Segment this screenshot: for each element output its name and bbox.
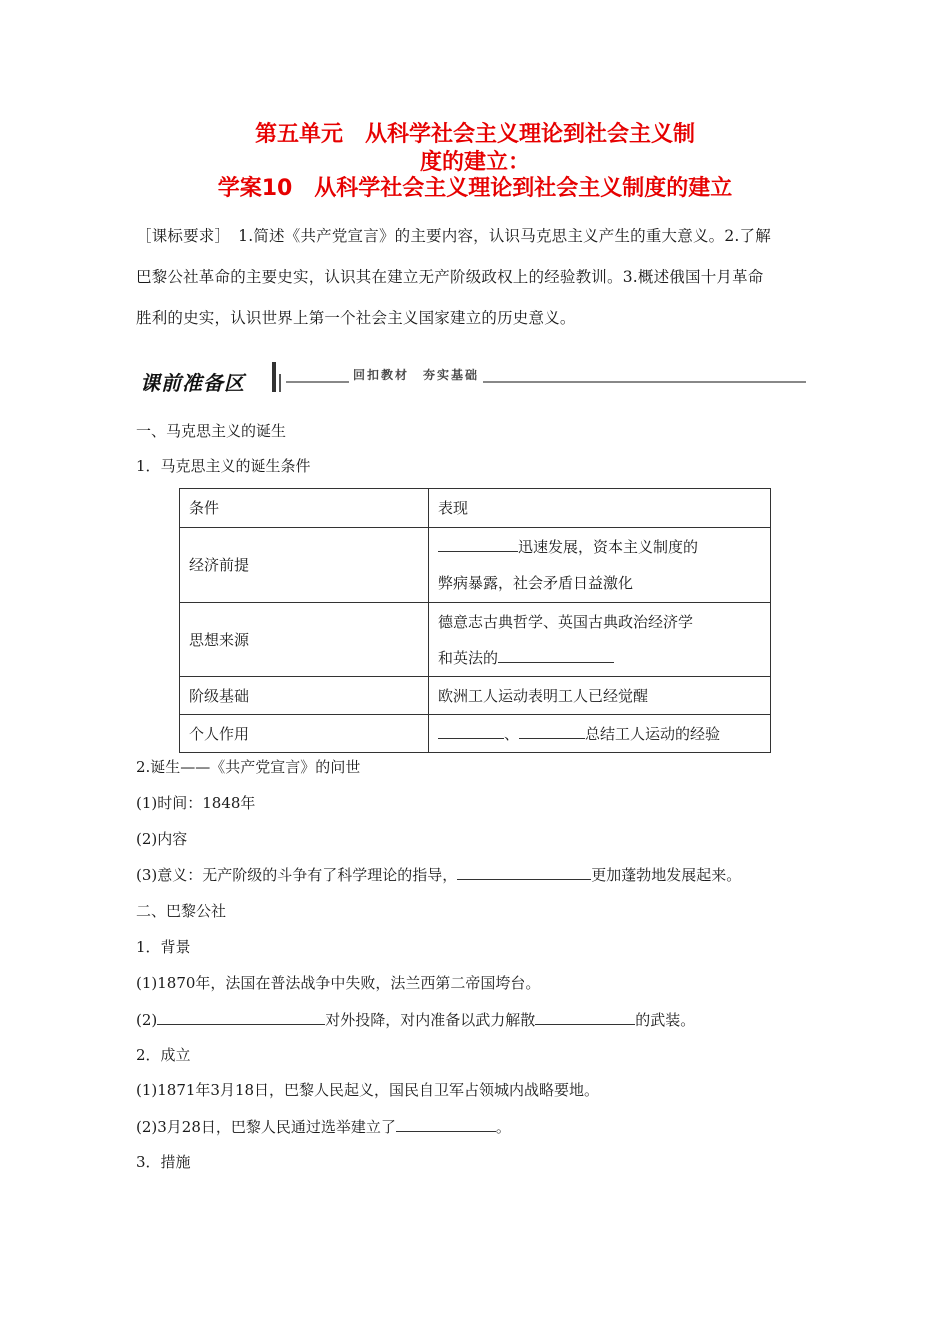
- banner-title: 课前准备区: [140, 371, 245, 395]
- fill-blank[interactable]: [438, 723, 504, 739]
- fill-blank[interactable]: [438, 536, 518, 552]
- section2-heading: 二、巴黎公社: [136, 902, 227, 920]
- requirements-line2: 巴黎公社革命的主要史实，认识其在建立无产阶级政权上的经验教训。3.概述俄国十月革命: [136, 268, 764, 286]
- fill-blank[interactable]: [498, 647, 614, 663]
- line-text: 。: [495, 1118, 511, 1136]
- fill-blank[interactable]: [157, 1009, 325, 1025]
- banner-divider-small: [279, 374, 281, 392]
- banner-subtitle: 回扣教材 夯实基础: [349, 366, 483, 383]
- line-text: (3)意义：无产阶级的斗争有了科学理论的指导，: [136, 866, 458, 884]
- row-text: 、: [504, 725, 520, 743]
- row-label-class: 阶级基础: [180, 677, 429, 715]
- section1-sub2: 2.诞生——《共产党宣言》的问世: [136, 758, 361, 776]
- row-text: 和英法的: [438, 648, 499, 667]
- table-row: [180, 528, 771, 603]
- section2-sub2-1: (1)1871年3月18日，巴黎人民起义，国民自卫军占领城内战略要地。: [136, 1081, 600, 1099]
- fill-blank[interactable]: [535, 1009, 635, 1025]
- section2-sub1-2: [136, 1009, 695, 1030]
- conditions-table: [179, 488, 771, 753]
- page-title-line3: 学案10 从科学社会主义理论到社会主义制度的建立: [217, 176, 733, 201]
- row-label-economic: 经济前提: [180, 528, 429, 603]
- fill-blank[interactable]: [396, 1116, 496, 1132]
- row-text: 总结工人运动的经验: [585, 725, 721, 743]
- section1-sub2-2: (2)内容: [136, 830, 188, 848]
- line-text: 更加蓬勃地发展起来。: [591, 866, 742, 884]
- row-label-individual: 个人作用: [180, 715, 429, 753]
- table-header-performance: 表现: [429, 489, 771, 528]
- row-value-ideological: [429, 603, 771, 677]
- section-banner: [136, 360, 808, 396]
- row-label-ideological: 思想来源: [180, 603, 429, 677]
- section1-sub1: 1．马克思主义的诞生条件: [136, 457, 311, 475]
- fill-blank[interactable]: [519, 723, 585, 739]
- requirements-line1: ［课标要求］ 1.简述《共产党宣言》的主要内容，认识马克思主义产生的重大意义。2.了解: [136, 227, 771, 245]
- banner-divider: [272, 362, 276, 392]
- table-row: [180, 489, 771, 528]
- row-value-economic: [429, 528, 771, 603]
- section2-sub1-1: (1)1870年，法国在普法战争中失败，法兰西第二帝国垮台。: [136, 974, 541, 992]
- table-row: [180, 603, 771, 677]
- fill-blank[interactable]: [457, 864, 591, 880]
- page-title-line2: 度的建立：: [419, 150, 530, 175]
- row-text: 弊病暴露，社会矛盾日益激化: [438, 574, 634, 592]
- requirements-line3: 胜利的史实，认识世界上第一个社会主义国家建立的历史意义。: [136, 309, 576, 327]
- table-row: [180, 677, 771, 715]
- section1-sub2-3: [136, 864, 741, 885]
- line-text: 对外投降，对内准备以武力解散: [325, 1011, 536, 1029]
- line-text: (2)3月28日，巴黎人民通过选举建立了: [136, 1118, 396, 1136]
- row-value-class: 欧洲工人运动表明工人已经觉醒: [429, 677, 771, 715]
- curriculum-requirements: [136, 216, 816, 339]
- line-text: 的武装。: [635, 1011, 696, 1029]
- section2-sub1: 1．背景: [136, 938, 191, 956]
- table-header-condition: 条件: [180, 489, 429, 528]
- row-text: 德意志古典哲学、英国古典政治经济学: [438, 612, 694, 631]
- line-text: (2): [136, 1011, 158, 1029]
- section1-sub2-1: (1)时间：1848年: [136, 794, 256, 812]
- row-value-individual: [429, 715, 771, 753]
- section2-sub2-2: [136, 1116, 511, 1137]
- page-title-line1: 第五单元 从科学社会主义理论到社会主义制: [254, 122, 695, 147]
- section2-sub3: 3．措施: [136, 1153, 191, 1171]
- table-row: [180, 715, 771, 753]
- section1-heading: 一、马克思主义的诞生: [136, 422, 287, 440]
- section2-sub2: 2．成立: [136, 1046, 191, 1064]
- row-text: 迅速发展，资本主义制度的: [518, 538, 699, 556]
